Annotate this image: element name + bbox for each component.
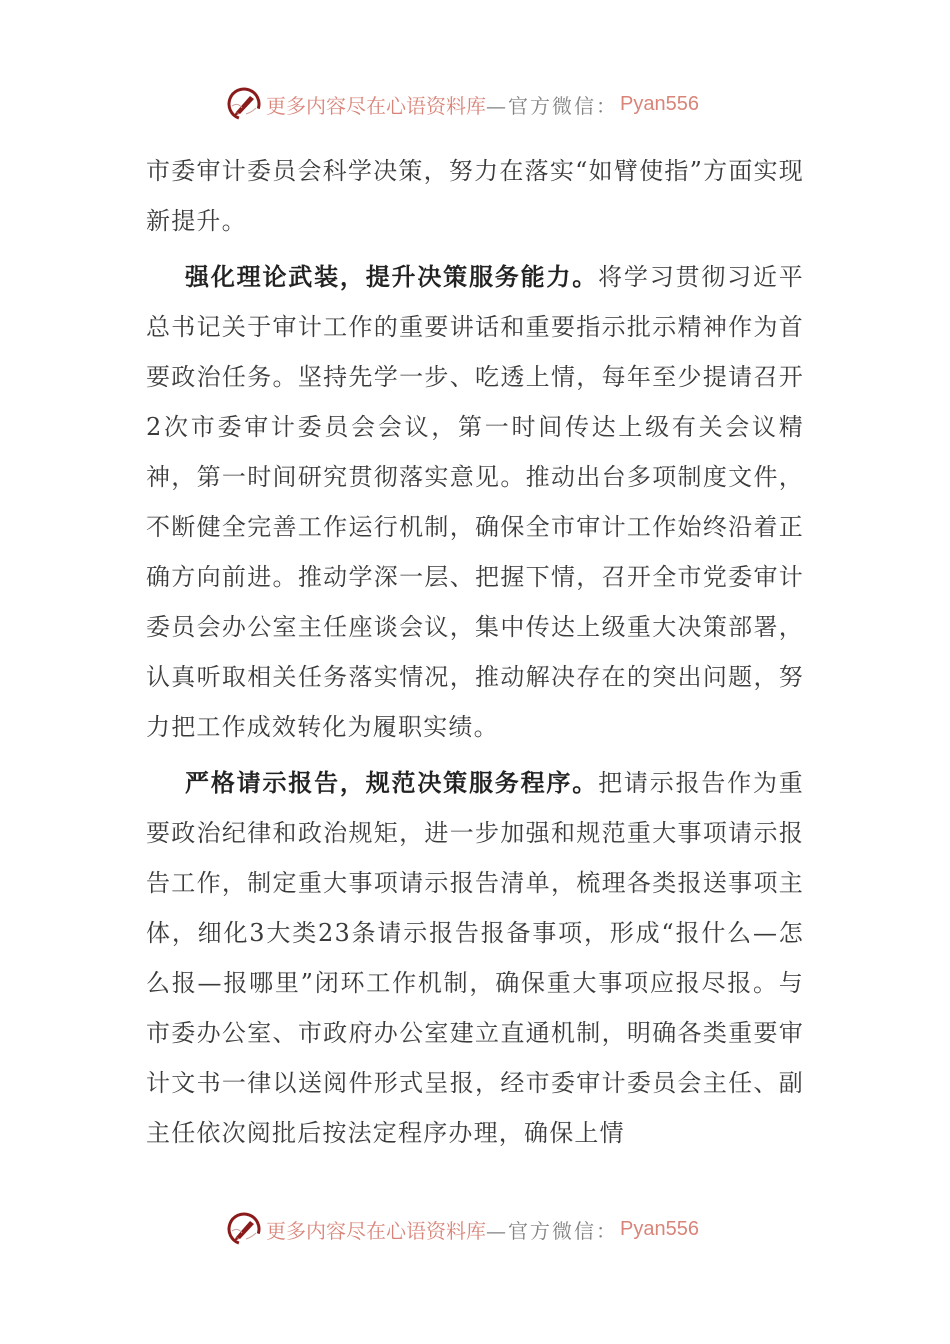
paragraph-2-heading: 强化理论武装，提升决策服务能力。 bbox=[185, 262, 599, 291]
paragraph-1-text: 市委审计委员会科学决策，努力在落实“如臂使指”方面实现新提升。 bbox=[146, 157, 804, 235]
paragraph-3 bbox=[146, 758, 804, 1158]
paragraph-2 bbox=[146, 252, 804, 752]
document-body bbox=[146, 146, 804, 1164]
footer-watermark-banner bbox=[226, 1211, 699, 1247]
footer-banner-main-text: 更多内容尽在心语资料库 bbox=[266, 1218, 486, 1243]
paragraph-1 bbox=[146, 146, 804, 246]
header-watermark-banner bbox=[226, 86, 699, 122]
footer-banner-wechat-id: Pyan556 bbox=[620, 1217, 699, 1240]
paragraph-2-text: 将学习贯彻习近平总书记关于审计工作的重要讲话和重要指示批示精神作为首要政治任务。坚持先学一步、吃透上情，每年至少提请召开2次市委审计委员会会议，第一时间传达上级有关会议精神，第一时间研究贯彻落实意见。推动出台多项制度文件，不断健全完善工作运行机制，确保全市审计工作始终沿着正确方向前进。推动学深一层、把握下情，召开全市党委审计委员会办公室主任座谈会议，集中传达上级重大决策部署，认真听取相关任务落实情况，推动解决存在的突出问题，努力把工作成效转化为履职实绩。 bbox=[146, 263, 804, 741]
paragraph-3-text: 把请示报告作为重要政治纪律和政治规矩，进一步加强和规范重大事项请示报告工作，制定重大事项请示报告清单，梳理各类报送事项主体，细化3大类23条请示报告报备事项，形成“报什么—怎么报—报哪里”闭环工作机制，确保重大事项应报尽报。与市委办公室、市政府办公室建立直通机制，明确各类重要审计文书一律以送阅件形式呈报，经市委审计委员会主任、副主任依次阅批后按法定程序办理，确保上情 bbox=[146, 769, 804, 1147]
quill-pen-logo-icon bbox=[226, 1211, 262, 1247]
banner-separator-text: —官方微信： bbox=[486, 93, 618, 118]
banner-wechat-id: Pyan556 bbox=[620, 92, 699, 115]
banner-main-text: 更多内容尽在心语资料库 bbox=[266, 93, 486, 118]
quill-pen-logo-icon bbox=[226, 86, 262, 122]
paragraph-3-heading: 严格请示报告，规范决策服务程序。 bbox=[185, 768, 599, 797]
footer-banner-separator-text: —官方微信： bbox=[486, 1218, 618, 1243]
